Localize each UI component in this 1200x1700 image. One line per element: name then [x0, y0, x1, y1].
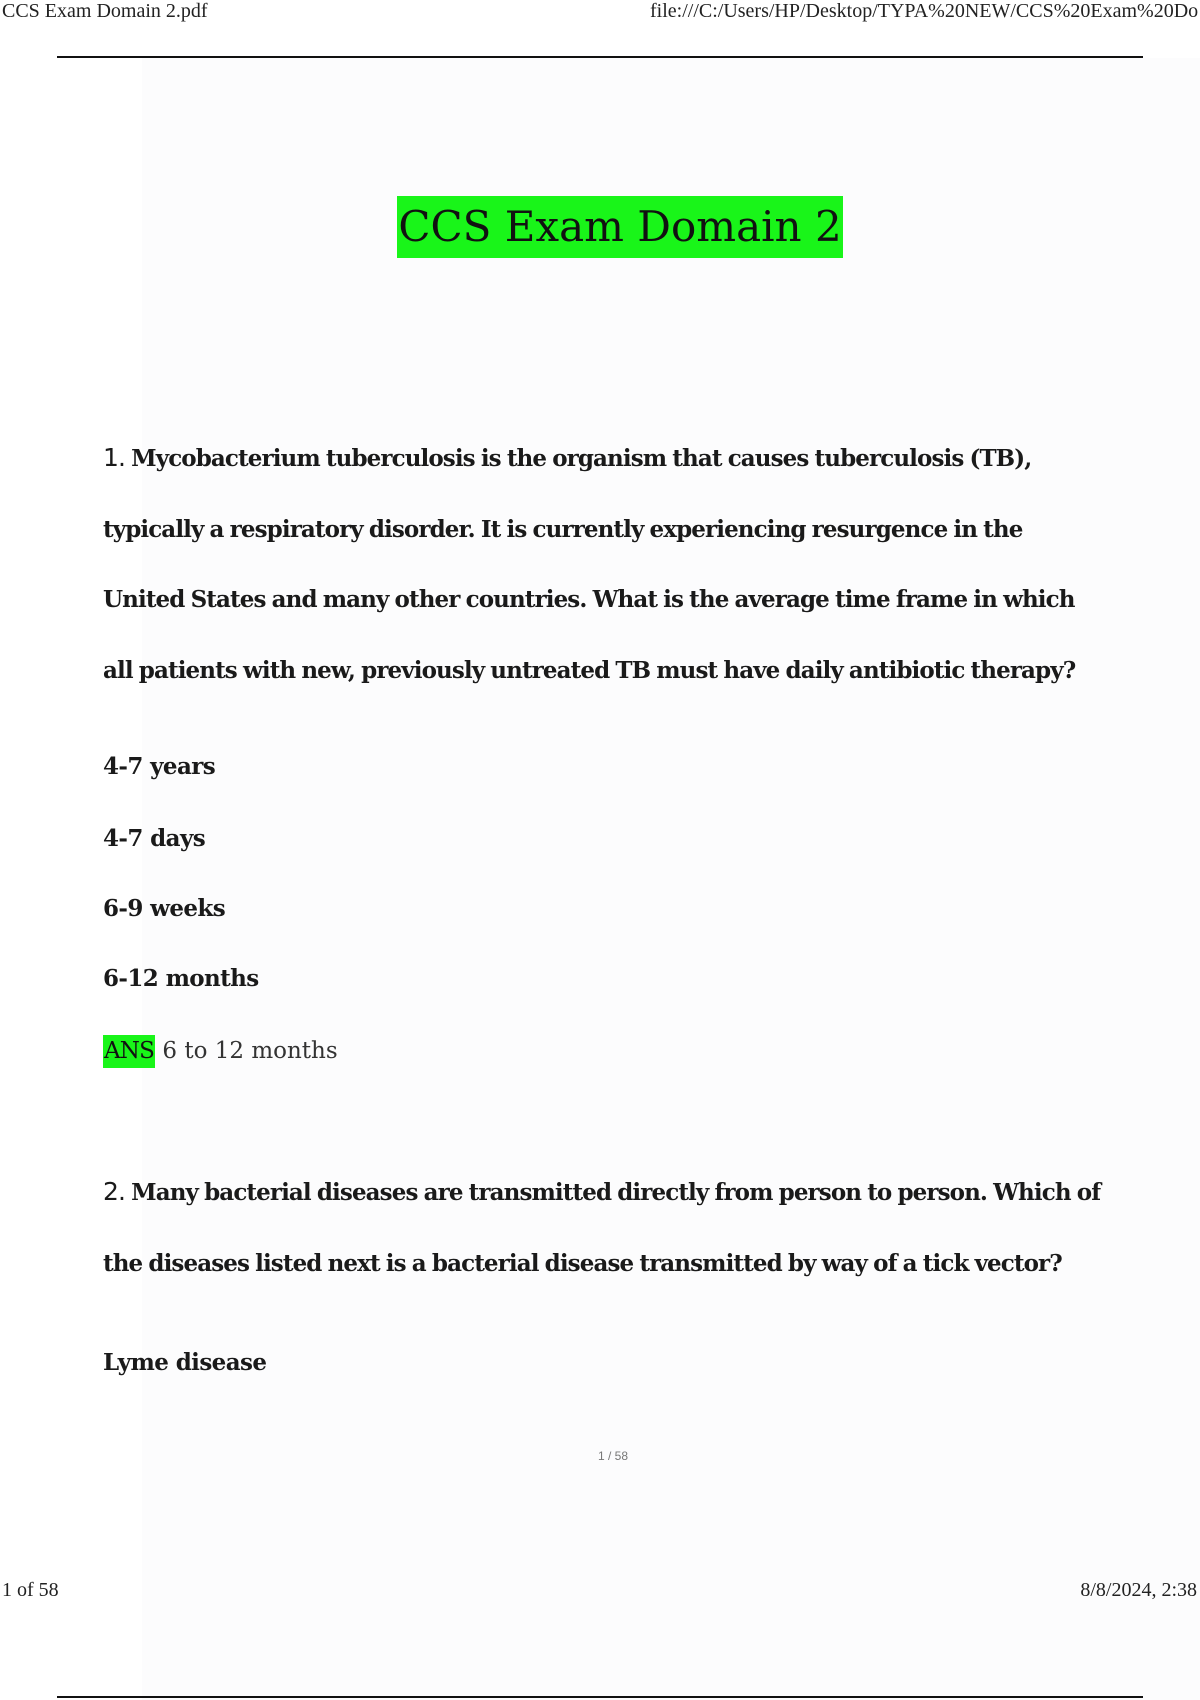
question-number: 2. — [103, 1177, 126, 1206]
answer-label: ANS — [103, 1035, 155, 1068]
print-header-title: CCS Exam Domain 2.pdf — [2, 0, 208, 22]
document-title: CCS Exam Domain 2 — [397, 196, 842, 258]
answer-option: 4-7 days — [103, 825, 206, 852]
question-1 — [103, 423, 1103, 706]
footer-divider — [57, 1696, 1143, 1698]
question-text: Mycobacterium tuberculosis is the organism that causes tuberculosis (TB), typically a respiratory disorder. It is currently experiencing resurgence in the United States and many other countries. What is the average time frame in which all patients with new, previously untreated TB must have daily antibiotic therapy? — [103, 445, 1076, 684]
answer-option: Lyme disease — [103, 1349, 267, 1376]
print-header-url: file:///C:/Users/HP/Desktop/TYPA%20NEW/CCS%20Exam%20Do — [650, 0, 1199, 22]
answer-line — [103, 1035, 338, 1068]
question-text: Many bacterial diseases are transmitted directly from person to person. Which of the diseases listed next is a bacterial disease transmitted by way of a tick vector? — [103, 1179, 1101, 1277]
print-footer-date: 8/8/2024, 2:38 — [1080, 1579, 1197, 1601]
header-divider — [57, 56, 1143, 58]
answer-option: 6-12 months — [103, 965, 259, 992]
answer-text: 6 to 12 months — [162, 1038, 338, 1064]
answer-option: 4-7 years — [103, 753, 216, 780]
page-indicator: 1 / 58 — [597, 1449, 629, 1463]
question-number: 1. — [103, 443, 126, 472]
document-title-container — [0, 196, 1200, 258]
question-2 — [103, 1157, 1103, 1299]
answer-option: 6-9 weeks — [103, 895, 226, 922]
print-footer-page-count: 1 of 58 — [2, 1579, 59, 1601]
